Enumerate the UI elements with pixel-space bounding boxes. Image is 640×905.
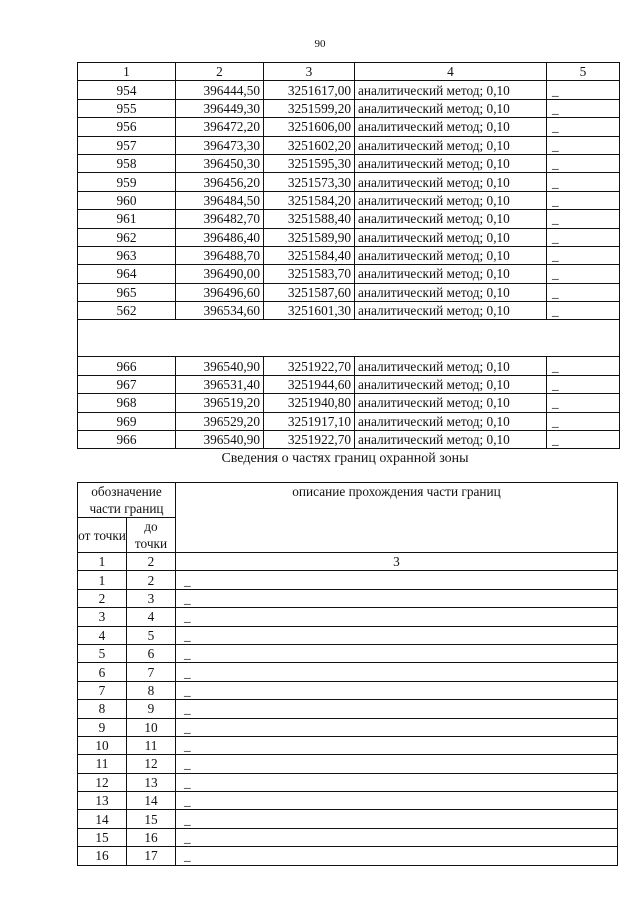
coord-x: 396449,30 bbox=[176, 99, 264, 117]
coord-y: 3251922,70 bbox=[264, 431, 355, 449]
note-cell: _ bbox=[547, 431, 620, 449]
coord-x: 396473,30 bbox=[176, 136, 264, 154]
note-cell: _ bbox=[547, 118, 620, 136]
boundary-part-row bbox=[78, 810, 618, 828]
coordinate-row bbox=[78, 118, 620, 136]
coord-x: 396534,60 bbox=[176, 302, 264, 320]
coordinates-header-row bbox=[78, 63, 620, 81]
col-header-1: 1 bbox=[78, 63, 176, 81]
to-point: 8 bbox=[127, 681, 176, 699]
boundary-part-row bbox=[78, 828, 618, 846]
coord-x: 396484,50 bbox=[176, 191, 264, 209]
coordinate-row bbox=[78, 412, 620, 430]
boundary-part-row bbox=[78, 608, 618, 626]
coord-y: 3251583,70 bbox=[264, 265, 355, 283]
method-accuracy: аналитический метод; 0,10 bbox=[355, 228, 547, 246]
method-accuracy: аналитический метод; 0,10 bbox=[355, 394, 547, 412]
parts-header-row-1 bbox=[78, 483, 618, 518]
coord-x: 396450,30 bbox=[176, 154, 264, 172]
to-point: 12 bbox=[127, 755, 176, 773]
header-boundary-part: обозначение части границ bbox=[78, 483, 176, 518]
parts-body bbox=[78, 571, 618, 865]
coordinate-row bbox=[78, 99, 620, 117]
note-cell: _ bbox=[547, 81, 620, 99]
header-to-point: до точки bbox=[127, 518, 176, 553]
point-number: 965 bbox=[78, 283, 176, 301]
boundary-part-row bbox=[78, 571, 618, 589]
boundary-part-row bbox=[78, 663, 618, 681]
coord-x: 396540,90 bbox=[176, 431, 264, 449]
from-point: 16 bbox=[78, 847, 127, 865]
to-point: 14 bbox=[127, 792, 176, 810]
part-description: _ bbox=[176, 847, 618, 865]
coordinates-gap bbox=[78, 320, 620, 357]
part-description: _ bbox=[176, 810, 618, 828]
coord-x: 396529,20 bbox=[176, 412, 264, 430]
coord-y: 3251944,60 bbox=[264, 375, 355, 393]
coord-x: 396531,40 bbox=[176, 375, 264, 393]
point-number: 969 bbox=[78, 412, 176, 430]
point-number: 957 bbox=[78, 136, 176, 154]
coord-x: 396472,20 bbox=[176, 118, 264, 136]
to-point: 13 bbox=[127, 773, 176, 791]
method-accuracy: аналитический метод; 0,10 bbox=[355, 81, 547, 99]
coordinate-row bbox=[78, 228, 620, 246]
from-point: 4 bbox=[78, 626, 127, 644]
coord-x: 396519,20 bbox=[176, 394, 264, 412]
from-point: 13 bbox=[78, 792, 127, 810]
boundary-parts-table bbox=[77, 482, 618, 866]
point-number: 966 bbox=[78, 357, 176, 375]
coordinate-row bbox=[78, 210, 620, 228]
note-cell: _ bbox=[547, 283, 620, 301]
part-description: _ bbox=[176, 626, 618, 644]
coordinate-row bbox=[78, 191, 620, 209]
from-point: 2 bbox=[78, 589, 127, 607]
coord-y: 3251588,40 bbox=[264, 210, 355, 228]
method-accuracy: аналитический метод; 0,10 bbox=[355, 99, 547, 117]
part-description: _ bbox=[176, 792, 618, 810]
col-header-5: 5 bbox=[547, 63, 620, 81]
boundary-part-row bbox=[78, 773, 618, 791]
note-cell: _ bbox=[547, 154, 620, 172]
from-point: 12 bbox=[78, 773, 127, 791]
coord-y: 3251584,20 bbox=[264, 191, 355, 209]
note-cell: _ bbox=[547, 99, 620, 117]
boundary-part-row bbox=[78, 681, 618, 699]
note-cell: _ bbox=[547, 302, 620, 320]
coordinate-row bbox=[78, 283, 620, 301]
coordinate-row bbox=[78, 394, 620, 412]
note-cell: _ bbox=[547, 357, 620, 375]
method-accuracy: аналитический метод; 0,10 bbox=[355, 246, 547, 264]
coord-x: 396540,90 bbox=[176, 357, 264, 375]
part-description: _ bbox=[176, 571, 618, 589]
method-accuracy: аналитический метод; 0,10 bbox=[355, 210, 547, 228]
note-cell: _ bbox=[547, 246, 620, 264]
boundary-part-row bbox=[78, 589, 618, 607]
note-cell: _ bbox=[547, 210, 620, 228]
point-number: 960 bbox=[78, 191, 176, 209]
point-number: 968 bbox=[78, 394, 176, 412]
note-cell: _ bbox=[547, 265, 620, 283]
method-accuracy: аналитический метод; 0,10 bbox=[355, 431, 547, 449]
coord-y: 3251617,00 bbox=[264, 81, 355, 99]
point-number: 958 bbox=[78, 154, 176, 172]
to-point: 7 bbox=[127, 663, 176, 681]
boundary-part-row bbox=[78, 847, 618, 865]
part-description: _ bbox=[176, 828, 618, 846]
from-point: 5 bbox=[78, 644, 127, 662]
index-2: 2 bbox=[127, 553, 176, 571]
part-description: _ bbox=[176, 755, 618, 773]
boundary-part-row bbox=[78, 700, 618, 718]
to-point: 2 bbox=[127, 571, 176, 589]
coord-y: 3251599,20 bbox=[264, 99, 355, 117]
coord-x: 396482,70 bbox=[176, 210, 264, 228]
to-point: 5 bbox=[127, 626, 176, 644]
coordinate-row bbox=[78, 246, 620, 264]
col-header-4: 4 bbox=[355, 63, 547, 81]
from-point: 10 bbox=[78, 736, 127, 754]
coordinate-row bbox=[78, 302, 620, 320]
coord-y: 3251922,70 bbox=[264, 357, 355, 375]
coord-x: 396444,50 bbox=[176, 81, 264, 99]
to-point: 15 bbox=[127, 810, 176, 828]
boundary-part-row bbox=[78, 644, 618, 662]
coord-y: 3251602,20 bbox=[264, 136, 355, 154]
coord-y: 3251917,10 bbox=[264, 412, 355, 430]
part-description: _ bbox=[176, 681, 618, 699]
coord-y: 3251587,60 bbox=[264, 283, 355, 301]
coordinate-row bbox=[78, 154, 620, 172]
index-1: 1 bbox=[78, 553, 127, 571]
coord-y: 3251940,80 bbox=[264, 394, 355, 412]
from-point: 14 bbox=[78, 810, 127, 828]
col-header-3: 3 bbox=[264, 63, 355, 81]
part-description: _ bbox=[176, 608, 618, 626]
method-accuracy: аналитический метод; 0,10 bbox=[355, 136, 547, 154]
part-description: _ bbox=[176, 700, 618, 718]
from-point: 6 bbox=[78, 663, 127, 681]
note-cell: _ bbox=[547, 394, 620, 412]
from-point: 1 bbox=[78, 571, 127, 589]
method-accuracy: аналитический метод; 0,10 bbox=[355, 283, 547, 301]
point-number: 955 bbox=[78, 99, 176, 117]
point-number: 963 bbox=[78, 246, 176, 264]
from-point: 9 bbox=[78, 718, 127, 736]
coordinate-row bbox=[78, 357, 620, 375]
part-description: _ bbox=[176, 718, 618, 736]
boundary-part-row bbox=[78, 718, 618, 736]
header-description: описание прохождения части границ bbox=[176, 483, 618, 553]
coord-y: 3251601,30 bbox=[264, 302, 355, 320]
page-number: 90 bbox=[314, 38, 326, 50]
coord-x: 396486,40 bbox=[176, 228, 264, 246]
note-cell: _ bbox=[547, 375, 620, 393]
coord-y: 3251584,40 bbox=[264, 246, 355, 264]
point-number: 961 bbox=[78, 210, 176, 228]
note-cell: _ bbox=[547, 191, 620, 209]
method-accuracy: аналитический метод; 0,10 bbox=[355, 357, 547, 375]
index-3: 3 bbox=[176, 553, 618, 571]
point-number: 959 bbox=[78, 173, 176, 191]
from-point: 8 bbox=[78, 700, 127, 718]
method-accuracy: аналитический метод; 0,10 bbox=[355, 173, 547, 191]
point-number: 966 bbox=[78, 431, 176, 449]
part-description: _ bbox=[176, 773, 618, 791]
coordinates-group-a bbox=[78, 81, 620, 320]
coordinates-gap-row bbox=[78, 320, 620, 357]
to-point: 16 bbox=[127, 828, 176, 846]
coordinates-group-b bbox=[78, 357, 620, 449]
method-accuracy: аналитический метод; 0,10 bbox=[355, 265, 547, 283]
parts-index-row bbox=[78, 553, 618, 571]
point-number: 954 bbox=[78, 81, 176, 99]
from-point: 11 bbox=[78, 755, 127, 773]
to-point: 11 bbox=[127, 736, 176, 754]
coord-y: 3251589,90 bbox=[264, 228, 355, 246]
coordinate-row bbox=[78, 265, 620, 283]
point-number: 967 bbox=[78, 375, 176, 393]
method-accuracy: аналитический метод; 0,10 bbox=[355, 118, 547, 136]
coordinate-row bbox=[78, 81, 620, 99]
method-accuracy: аналитический метод; 0,10 bbox=[355, 154, 547, 172]
coord-x: 396488,70 bbox=[176, 246, 264, 264]
part-description: _ bbox=[176, 644, 618, 662]
gap-cell bbox=[78, 320, 620, 357]
note-cell: _ bbox=[547, 173, 620, 191]
method-accuracy: аналитический метод; 0,10 bbox=[355, 412, 547, 430]
part-description: _ bbox=[176, 663, 618, 681]
from-point: 3 bbox=[78, 608, 127, 626]
to-point: 3 bbox=[127, 589, 176, 607]
to-point: 9 bbox=[127, 700, 176, 718]
coord-y: 3251606,00 bbox=[264, 118, 355, 136]
point-number: 562 bbox=[78, 302, 176, 320]
coordinate-row bbox=[78, 173, 620, 191]
coord-x: 396496,60 bbox=[176, 283, 264, 301]
boundary-part-row bbox=[78, 792, 618, 810]
coord-y: 3251573,30 bbox=[264, 173, 355, 191]
to-point: 10 bbox=[127, 718, 176, 736]
to-point: 6 bbox=[127, 644, 176, 662]
coordinate-row bbox=[78, 136, 620, 154]
from-point: 15 bbox=[78, 828, 127, 846]
note-cell: _ bbox=[547, 412, 620, 430]
coord-x: 396490,00 bbox=[176, 265, 264, 283]
method-accuracy: аналитический метод; 0,10 bbox=[355, 191, 547, 209]
coordinate-row bbox=[78, 375, 620, 393]
boundary-part-row bbox=[78, 736, 618, 754]
to-point: 17 bbox=[127, 847, 176, 865]
to-point: 4 bbox=[127, 608, 176, 626]
point-number: 962 bbox=[78, 228, 176, 246]
coord-y: 3251595,30 bbox=[264, 154, 355, 172]
coordinate-row bbox=[78, 431, 620, 449]
from-point: 7 bbox=[78, 681, 127, 699]
point-number: 964 bbox=[78, 265, 176, 283]
boundary-part-row bbox=[78, 755, 618, 773]
part-description: _ bbox=[176, 736, 618, 754]
boundary-part-row bbox=[78, 626, 618, 644]
method-accuracy: аналитический метод; 0,10 bbox=[355, 302, 547, 320]
coordinates-table bbox=[77, 62, 620, 449]
point-number: 956 bbox=[78, 118, 176, 136]
part-description: _ bbox=[176, 589, 618, 607]
method-accuracy: аналитический метод; 0,10 bbox=[355, 375, 547, 393]
col-header-2: 2 bbox=[176, 63, 264, 81]
coord-x: 396456,20 bbox=[176, 173, 264, 191]
section-title: Сведения о частях границ охранной зоны bbox=[221, 451, 469, 466]
header-from-point: от точки bbox=[78, 518, 127, 553]
note-cell: _ bbox=[547, 228, 620, 246]
note-cell: _ bbox=[547, 136, 620, 154]
